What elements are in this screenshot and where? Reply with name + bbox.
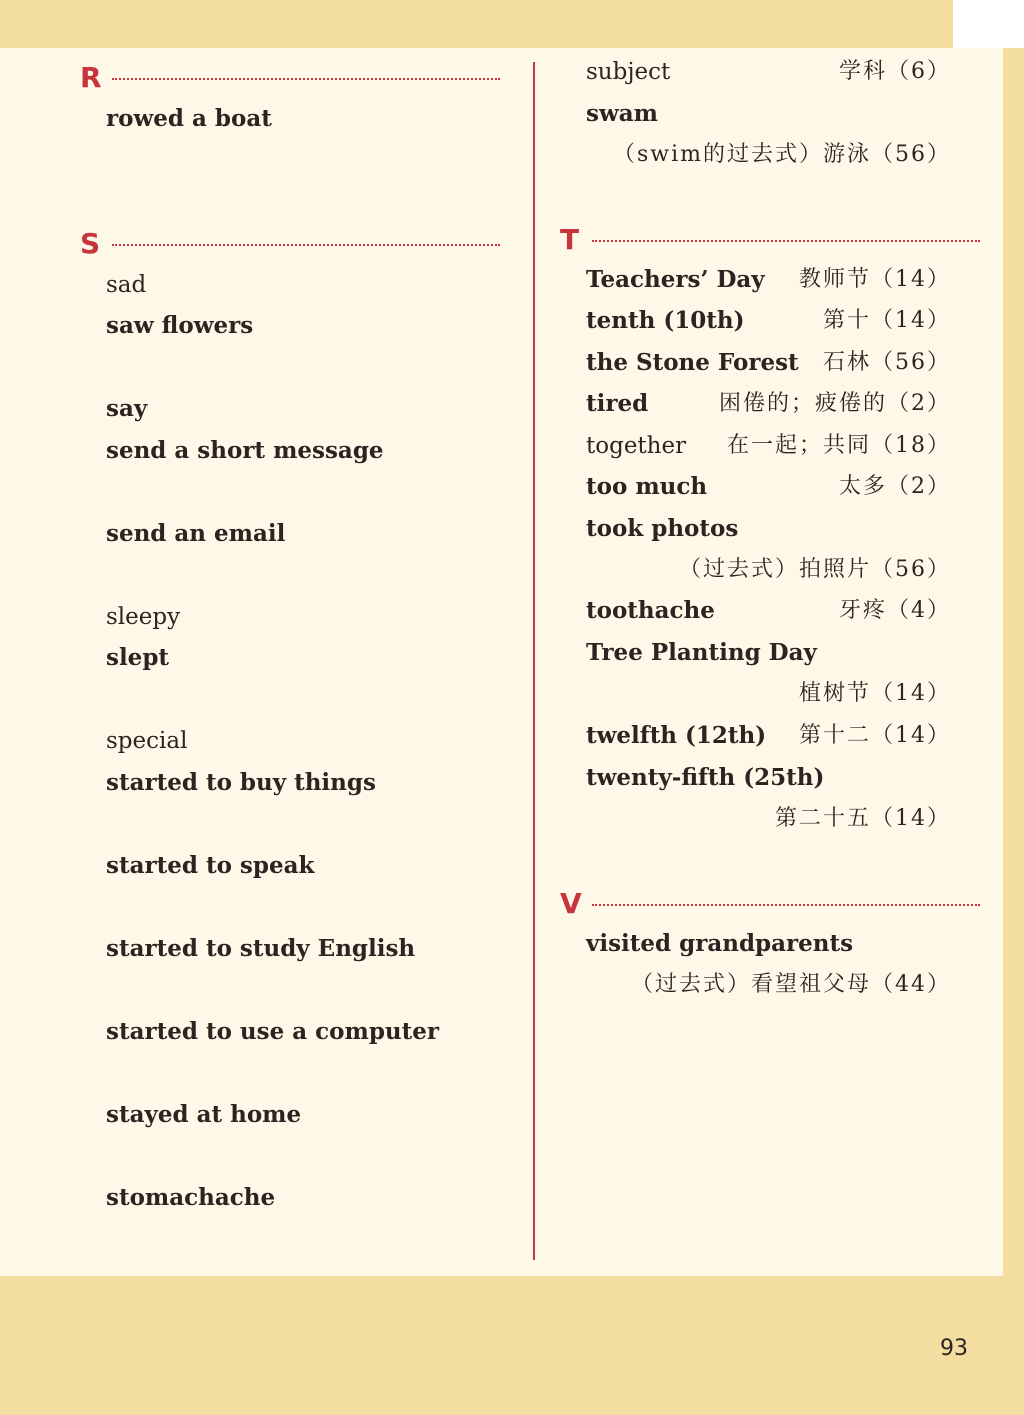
headword: twenty-fifth (25th)	[586, 764, 825, 791]
headword: visited grandparents	[586, 930, 854, 957]
headword: stomachache	[106, 1184, 276, 1211]
section-rule-v	[592, 904, 980, 906]
translation: 第十二（14）	[799, 723, 951, 748]
headword: toothache	[586, 597, 715, 624]
translation: 石林（56）	[823, 350, 951, 375]
section-letter-v: V	[560, 887, 582, 920]
headword: say	[106, 395, 148, 422]
translation: 学科（6）	[839, 59, 951, 84]
translation: 教师节（14）	[799, 267, 951, 292]
headword: sleepy	[106, 604, 181, 630]
column-divider	[533, 62, 535, 1260]
translation: 第十（14）	[823, 308, 951, 333]
headword: Teachers’ Day	[586, 266, 765, 293]
section-rule-r	[112, 78, 500, 80]
translation: （过去式）拍照片（56）	[679, 557, 951, 582]
translation: （过去式）看望祖父母（44）	[631, 972, 951, 997]
headword: swam	[586, 100, 658, 127]
section-rule-s	[112, 244, 500, 246]
headword: started to buy things	[106, 769, 376, 796]
headword: started to speak	[106, 852, 315, 879]
headword: twelfth (12th)	[586, 722, 767, 749]
headword: slept	[106, 644, 170, 671]
translation: 第二十五（14）	[775, 806, 951, 831]
headword: started to study English	[106, 935, 416, 962]
translation: 在一起；共同（18）	[727, 433, 951, 458]
section-letter-r: R	[80, 61, 102, 94]
headword: saw flowers	[106, 312, 254, 339]
headword: the Stone Forest	[586, 349, 799, 376]
translation: 牙疼（4）	[839, 598, 951, 623]
headword: send a short message	[106, 437, 384, 464]
section-letter-t: T	[560, 223, 580, 256]
section-rule-t	[592, 240, 980, 242]
headword: stayed at home	[106, 1101, 302, 1128]
translation: 太多（2）	[839, 474, 951, 499]
headword: together	[586, 433, 687, 459]
headword: send an email	[106, 520, 286, 547]
corner-blank	[953, 0, 1024, 48]
headword: started to use a computer	[106, 1018, 439, 1045]
headword: Tree Planting Day	[586, 639, 817, 666]
translation: （swim的过去式）游泳（56）	[612, 142, 951, 167]
headword: took photos	[586, 515, 739, 542]
headword: too much	[586, 473, 708, 500]
translation: 植树节（14）	[799, 681, 951, 706]
headword: special	[106, 728, 188, 754]
page-number: 93	[940, 1336, 968, 1361]
headword: rowed a boat	[106, 105, 272, 132]
headword: sad	[106, 272, 147, 298]
translation: 困倦的；疲倦的（2）	[719, 391, 951, 416]
headword: subject	[586, 59, 671, 85]
section-letter-s: S	[80, 227, 101, 260]
headword: tenth (10th)	[586, 307, 745, 334]
headword: tired	[586, 390, 649, 417]
